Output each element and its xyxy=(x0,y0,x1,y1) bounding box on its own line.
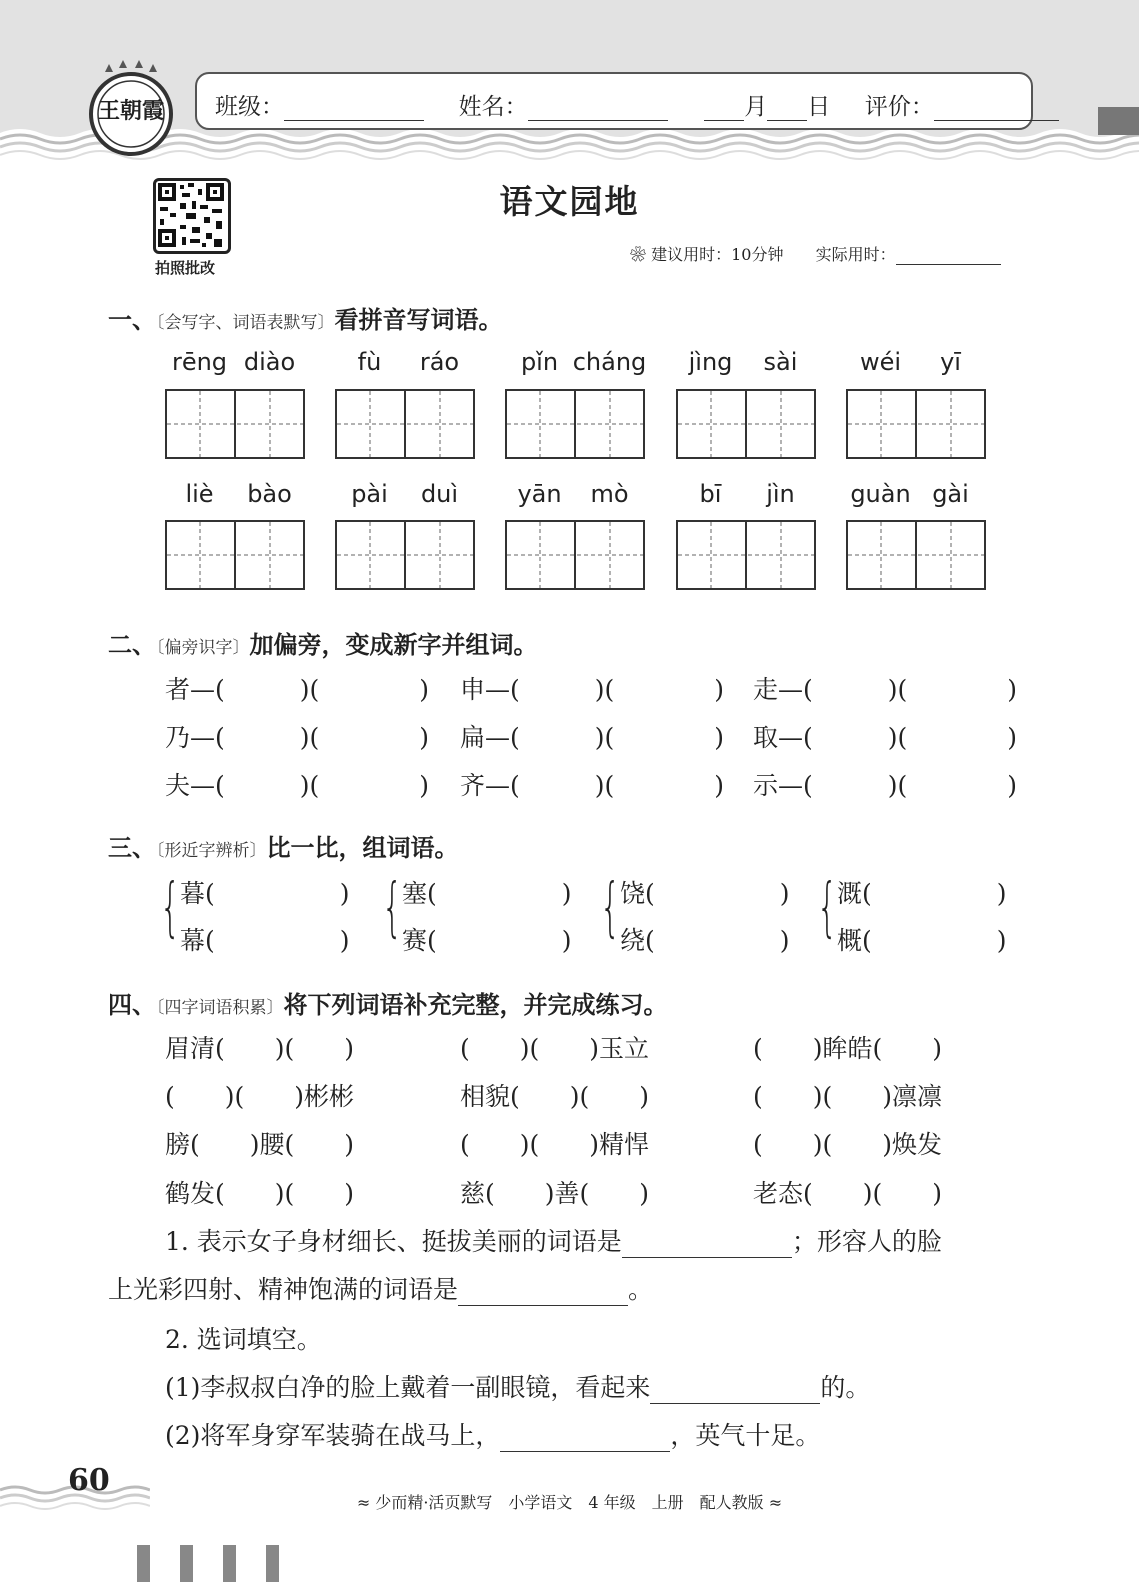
q1-text-d: 。 xyxy=(628,1275,654,1304)
day-blank[interactable] xyxy=(767,98,807,121)
section2-heading xyxy=(108,625,538,660)
section3-title: 比一比，组词语。 xyxy=(266,834,459,862)
publisher-logo xyxy=(85,58,177,158)
pinyin-syllable: jìng xyxy=(688,348,733,376)
brace: { xyxy=(160,871,181,945)
idiom-item[interactable]: 慈( )善( ) xyxy=(460,1179,650,1208)
q1-text-c: 上光彩四射、精神饱满的词语是 xyxy=(108,1275,459,1304)
eval-blank[interactable] xyxy=(934,98,1059,121)
writing-grid[interactable] xyxy=(676,520,816,590)
page-edge-tab xyxy=(1098,107,1139,135)
section4-title: 将下列词语补充完整，并完成练习。 xyxy=(283,991,668,1019)
footer-text: ≈ 少而精·活页默写 小学语文 4 年级 上册 配人教版 ≈ xyxy=(356,1493,783,1512)
similar-char-item[interactable]: 绕( ) xyxy=(620,926,790,955)
similar-char-item[interactable]: 暮( ) xyxy=(180,879,350,908)
idiom-item[interactable]: 眉清( )( ) xyxy=(165,1034,355,1063)
pinyin-syllable: pǐn xyxy=(520,348,559,376)
writing-grid[interactable] xyxy=(846,389,986,459)
section2-title: 加偏旁，变成新字并组词。 xyxy=(249,631,538,659)
writing-grid[interactable] xyxy=(335,520,475,590)
page-number: 60 xyxy=(68,1463,110,1498)
pinyin-syllable: pài xyxy=(351,480,388,508)
footer-bar xyxy=(180,1545,193,1582)
q2-2-text-a: (2)将军身穿军装骑在战马上， xyxy=(165,1421,501,1450)
similar-char-item[interactable]: 饶( ) xyxy=(620,879,790,908)
class-label: 班级： xyxy=(215,94,284,120)
pinyin-syllable: gài xyxy=(932,480,969,508)
radical-item[interactable]: 取—( )( ) xyxy=(753,723,1018,752)
idiom-item[interactable]: ( )( )彬彬 xyxy=(165,1082,355,1111)
suggested-time: 建议用时：10分钟 xyxy=(651,245,784,264)
brace: { xyxy=(817,871,838,945)
section2-number: 二、 xyxy=(108,631,156,659)
section4-number: 四、 xyxy=(108,991,156,1019)
q2-1-blank[interactable] xyxy=(650,1377,820,1404)
section1-tag: 〔会写字、词语表默写〕 xyxy=(156,313,335,333)
section3-tag: 〔形近字辨析〕 xyxy=(156,841,267,861)
radical-item[interactable]: 齐—( )( ) xyxy=(460,771,725,800)
similar-char-item[interactable]: 幕( ) xyxy=(180,926,350,955)
pinyin-syllable: diào xyxy=(243,348,296,376)
class-blank[interactable] xyxy=(284,98,424,121)
footer-bar xyxy=(223,1545,236,1582)
qr-label: 拍照批改 xyxy=(155,259,216,277)
idiom-item[interactable]: ( )( )精悍 xyxy=(460,1130,650,1159)
section3-heading xyxy=(108,828,459,863)
pinyin-syllable: guàn xyxy=(850,480,911,508)
pinyin-syllable: yān xyxy=(517,480,562,508)
pinyin-syllable: mò xyxy=(590,480,629,508)
question2: 2. 选词填空。 xyxy=(165,1325,322,1354)
flower-icon: ❀ xyxy=(630,245,652,264)
similar-char-item[interactable]: 赛( ) xyxy=(402,926,572,955)
idiom-item[interactable]: 老态( )( ) xyxy=(753,1179,943,1208)
radical-item[interactable]: 示—( )( ) xyxy=(753,771,1018,800)
radical-item[interactable]: 走—( )( ) xyxy=(753,675,1018,704)
idiom-item[interactable]: 相貌( )( ) xyxy=(460,1082,650,1111)
pinyin-syllable: bào xyxy=(247,480,292,508)
section1-heading xyxy=(108,300,503,335)
footer-bar xyxy=(137,1545,150,1582)
section1-number: 一、 xyxy=(108,306,156,334)
radical-item[interactable]: 扁—( )( ) xyxy=(460,723,725,752)
writing-grid[interactable] xyxy=(335,389,475,459)
pinyin-syllable: rēng xyxy=(171,348,228,376)
similar-char-item[interactable]: 溉( ) xyxy=(837,879,1007,908)
radical-item[interactable]: 申—( )( ) xyxy=(460,675,725,704)
section4-tag: 〔四字词语积累〕 xyxy=(156,998,284,1018)
writing-grid[interactable] xyxy=(505,389,645,459)
writing-grid[interactable] xyxy=(165,389,305,459)
q1-text-b: ；形容人的脸 xyxy=(791,1227,942,1256)
radical-item[interactable]: 乃—( )( ) xyxy=(165,723,430,752)
radical-item[interactable]: 者—( )( ) xyxy=(165,675,430,704)
idiom-item[interactable]: ( )眸皓( ) xyxy=(753,1034,943,1063)
pinyin-syllable: fù xyxy=(357,348,382,376)
pinyin-syllable: sài xyxy=(763,348,798,376)
month-label: 月 xyxy=(744,94,768,120)
section1-title: 看拼音写词语。 xyxy=(334,306,503,334)
page-title: 语文园地 xyxy=(499,182,640,221)
actual-time-blank[interactable] xyxy=(896,248,1001,265)
brace: { xyxy=(382,871,403,945)
actual-time-label: 实际用时： xyxy=(815,245,896,264)
footer-bar xyxy=(266,1545,279,1582)
similar-char-item[interactable]: 塞( ) xyxy=(402,879,572,908)
q2-2-text-b: ，英气十足。 xyxy=(670,1421,821,1450)
pinyin-syllable: bī xyxy=(699,480,722,508)
pinyin-syllable: yī xyxy=(940,348,961,376)
name-blank[interactable] xyxy=(528,98,668,121)
idiom-item[interactable]: ( )( )凛凛 xyxy=(753,1082,943,1111)
pinyin-syllable: cháng xyxy=(572,348,647,376)
pinyin-syllable: jìn xyxy=(766,480,795,508)
q2-1-text-a: (1)李叔叔白净的脸上戴着一副眼镜，看起来 xyxy=(165,1373,651,1402)
radical-item[interactable]: 夫—( )( ) xyxy=(165,771,430,800)
day-label: 日 xyxy=(807,94,831,120)
writing-grid[interactable] xyxy=(846,520,986,590)
writing-grid[interactable] xyxy=(505,520,645,590)
section3-number: 三、 xyxy=(108,834,156,862)
eval-label: 评价： xyxy=(864,94,934,120)
pinyin-syllable: ráo xyxy=(419,348,460,376)
similar-char-item[interactable]: 概( ) xyxy=(837,926,1007,955)
pinyin-syllable: wéi xyxy=(859,348,902,376)
section4-heading xyxy=(108,985,668,1020)
student-info-box xyxy=(195,72,1033,130)
writing-grid[interactable] xyxy=(165,520,305,590)
idiom-item[interactable]: ( )( )玉立 xyxy=(460,1034,650,1063)
q2-1-text-b: 的。 xyxy=(820,1373,871,1402)
q1-blank-1[interactable] xyxy=(622,1231,792,1258)
logo-text: 王朝霞 xyxy=(97,98,165,124)
question1-line2 xyxy=(108,1270,653,1306)
question2-1 xyxy=(165,1368,870,1404)
idiom-item[interactable]: 鹤发( )( ) xyxy=(165,1179,355,1208)
idiom-item[interactable]: ( )( )焕发 xyxy=(753,1130,943,1159)
month-blank[interactable] xyxy=(704,98,744,121)
section2-tag: 〔偏旁识字〕 xyxy=(156,638,250,658)
question1-line1 xyxy=(165,1222,942,1258)
idiom-item[interactable]: 膀( )腰( ) xyxy=(165,1130,355,1159)
q2-2-blank[interactable] xyxy=(500,1425,670,1452)
pinyin-syllable: duì xyxy=(420,480,459,508)
name-label: 姓名： xyxy=(458,94,528,120)
time-hint xyxy=(630,242,1001,265)
brace: { xyxy=(600,871,621,945)
q1-text-a: 1. 表示女子身材细长、挺拔美丽的词语是 xyxy=(165,1227,622,1256)
pinyin-syllable: liè xyxy=(185,480,214,508)
writing-grid[interactable] xyxy=(676,389,816,459)
question2-2 xyxy=(165,1416,820,1452)
q1-blank-2[interactable] xyxy=(458,1279,628,1306)
